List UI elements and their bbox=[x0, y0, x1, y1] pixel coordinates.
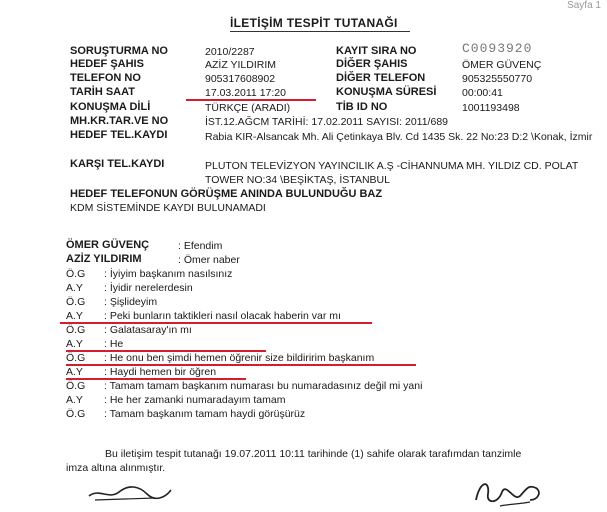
field-value-sorusturma-no: 2010/2287 bbox=[205, 46, 255, 58]
field-value-tib-id-no: 1001193498 bbox=[462, 102, 520, 114]
field-value-hedef-sahis: AZİZ YILDIRIM bbox=[205, 59, 276, 71]
document-title: İLETİŞİM TESPİT TUTANAĞI bbox=[230, 16, 398, 30]
field-label-diger-telefon: DİĞER TELEFON bbox=[336, 72, 426, 84]
field-value-tarih-saat: 17.03.2011 17:20 bbox=[205, 87, 286, 99]
field-value-konusma-suresi: 00:00:41 bbox=[462, 87, 503, 99]
conversation-speaker: AZİZ YILDIRIM bbox=[66, 253, 142, 265]
field-label-konusma-dili: KONUŞMA DİLİ bbox=[70, 101, 151, 113]
field-label-hedef-tel-kaydi: HEDEF TEL.KAYDI bbox=[70, 129, 168, 141]
signature-left bbox=[85, 478, 175, 506]
base-text: KDM SİSTEMİNDE KAYDI BULUNAMADI bbox=[70, 202, 266, 214]
conversation-speaker: A.Y bbox=[66, 282, 83, 294]
conversation-text: : Peki bunların taktikleri nasıl olacak haberin var mı bbox=[104, 310, 341, 322]
field-value-diger-sahis: ÖMER GÜVENÇ bbox=[462, 59, 542, 71]
page-number: Sayfa 1 bbox=[567, 0, 601, 11]
conversation-speaker: Ö.G bbox=[66, 380, 86, 392]
conversation-text: : Efendim bbox=[178, 240, 223, 252]
field-value-diger-telefon: 905325550770 bbox=[462, 73, 533, 85]
conversation-speaker: A.Y bbox=[66, 338, 83, 350]
field-value-mh-kr-tar: İST.12.AĞCM TARİHİ: 17.02.2011 SAYISI: 2011/689 bbox=[205, 116, 448, 128]
field-label-hedef-sahis: HEDEF ŞAHIS bbox=[70, 58, 144, 70]
conversation-speaker: A.Y bbox=[66, 394, 83, 406]
footer-line-2: imza altına alınmıştır. bbox=[66, 462, 166, 474]
conversation-speaker: Ö.G bbox=[66, 408, 86, 420]
field-label-mh-kr-tar: MH.KR.TAR.VE NO bbox=[70, 115, 169, 127]
conversation-speaker: Ö.G bbox=[66, 324, 86, 336]
red-underline-date bbox=[186, 99, 316, 101]
conversation-text: : Galatasaray'ın mı bbox=[104, 324, 192, 336]
conversation-text: : Ömer naber bbox=[178, 254, 240, 266]
field-label-sorusturma-no: SORUŞTURMA NO bbox=[70, 45, 168, 57]
field-label-diger-sahis: DİĞER ŞAHIS bbox=[336, 58, 408, 70]
field-label-tarih-saat: TARİH SAAT bbox=[70, 86, 135, 98]
conversation-speaker: A.Y bbox=[66, 366, 83, 378]
field-label-kayit-sira-no: KAYIT SIRA NO bbox=[336, 45, 417, 57]
conversation-text: : Haydi hemen bir öğren bbox=[104, 366, 217, 378]
footer-line-1: Bu iletişim tespit tutanağı 19.07.2011 10:11 tarihinde (1) sahife olarak tarafımdan tanzimle bbox=[105, 448, 522, 460]
conversation-text: : He her zamanki numaradayım tamam bbox=[104, 394, 286, 406]
conversation-text: : Şişlideyim bbox=[104, 296, 158, 308]
field-label-karsi-tel-kaydi: KARŞI TEL.KAYDI bbox=[70, 158, 165, 170]
stamp-number: C0093920 bbox=[462, 41, 533, 56]
conversation-text: : He onu ben şimdi hemen öğrenir size bildiririm başkanım bbox=[104, 352, 375, 364]
conversation-text: : İyiyim başkanım nasılsınız bbox=[104, 268, 233, 280]
signature-right bbox=[470, 474, 550, 510]
conversation-speaker: Ö.G bbox=[66, 352, 86, 364]
field-value-telefon-no: 905317608902 bbox=[205, 73, 276, 85]
field-value-hedef-tel-kaydi: Rabia KIR-Alsancak Mh. Ali Çetinkaya Blv. Cd 1435 Sk. 22 No:23 D:2 \Konak, İzmir bbox=[205, 131, 593, 143]
conversation-speaker: Ö.G bbox=[66, 296, 86, 308]
field-value-konusma-dili: TÜRKÇE (ARADI) bbox=[205, 102, 291, 114]
conversation-text: : Tamam tamam başkanım numarası bu numaradasınız değil mi yani bbox=[104, 380, 423, 392]
conversation-speaker: Ö.G bbox=[66, 268, 86, 280]
field-label-tib-id-no: TİB ID NO bbox=[336, 101, 388, 113]
base-heading: HEDEF TELEFONUN GÖRÜŞME ANINDA BULUNDUĞU BAZ bbox=[70, 188, 383, 200]
conversation-speaker: A.Y bbox=[66, 310, 83, 322]
field-label-telefon-no: TELEFON NO bbox=[70, 72, 141, 84]
field-value-karsi-tel-kaydi: PLUTON TELEVİZYON YAYINCILIK A.Ş -CİHANNUMA MH. YILDIZ CD. POLAT TOWER NO:34 \BEŞİKTAŞ, İSTANBUL bbox=[205, 160, 579, 186]
conversation-speaker: ÖMER GÜVENÇ bbox=[66, 239, 150, 251]
conversation-text: : He bbox=[104, 338, 124, 350]
title-underline bbox=[230, 31, 410, 32]
conversation-text: : Tamam başkanım tamam haydi görüşürüz bbox=[104, 408, 306, 420]
field-label-konusma-suresi: KONUŞMA SÜRESİ bbox=[336, 86, 437, 98]
conversation-text: : İyidir nerelerdesin bbox=[104, 282, 193, 294]
